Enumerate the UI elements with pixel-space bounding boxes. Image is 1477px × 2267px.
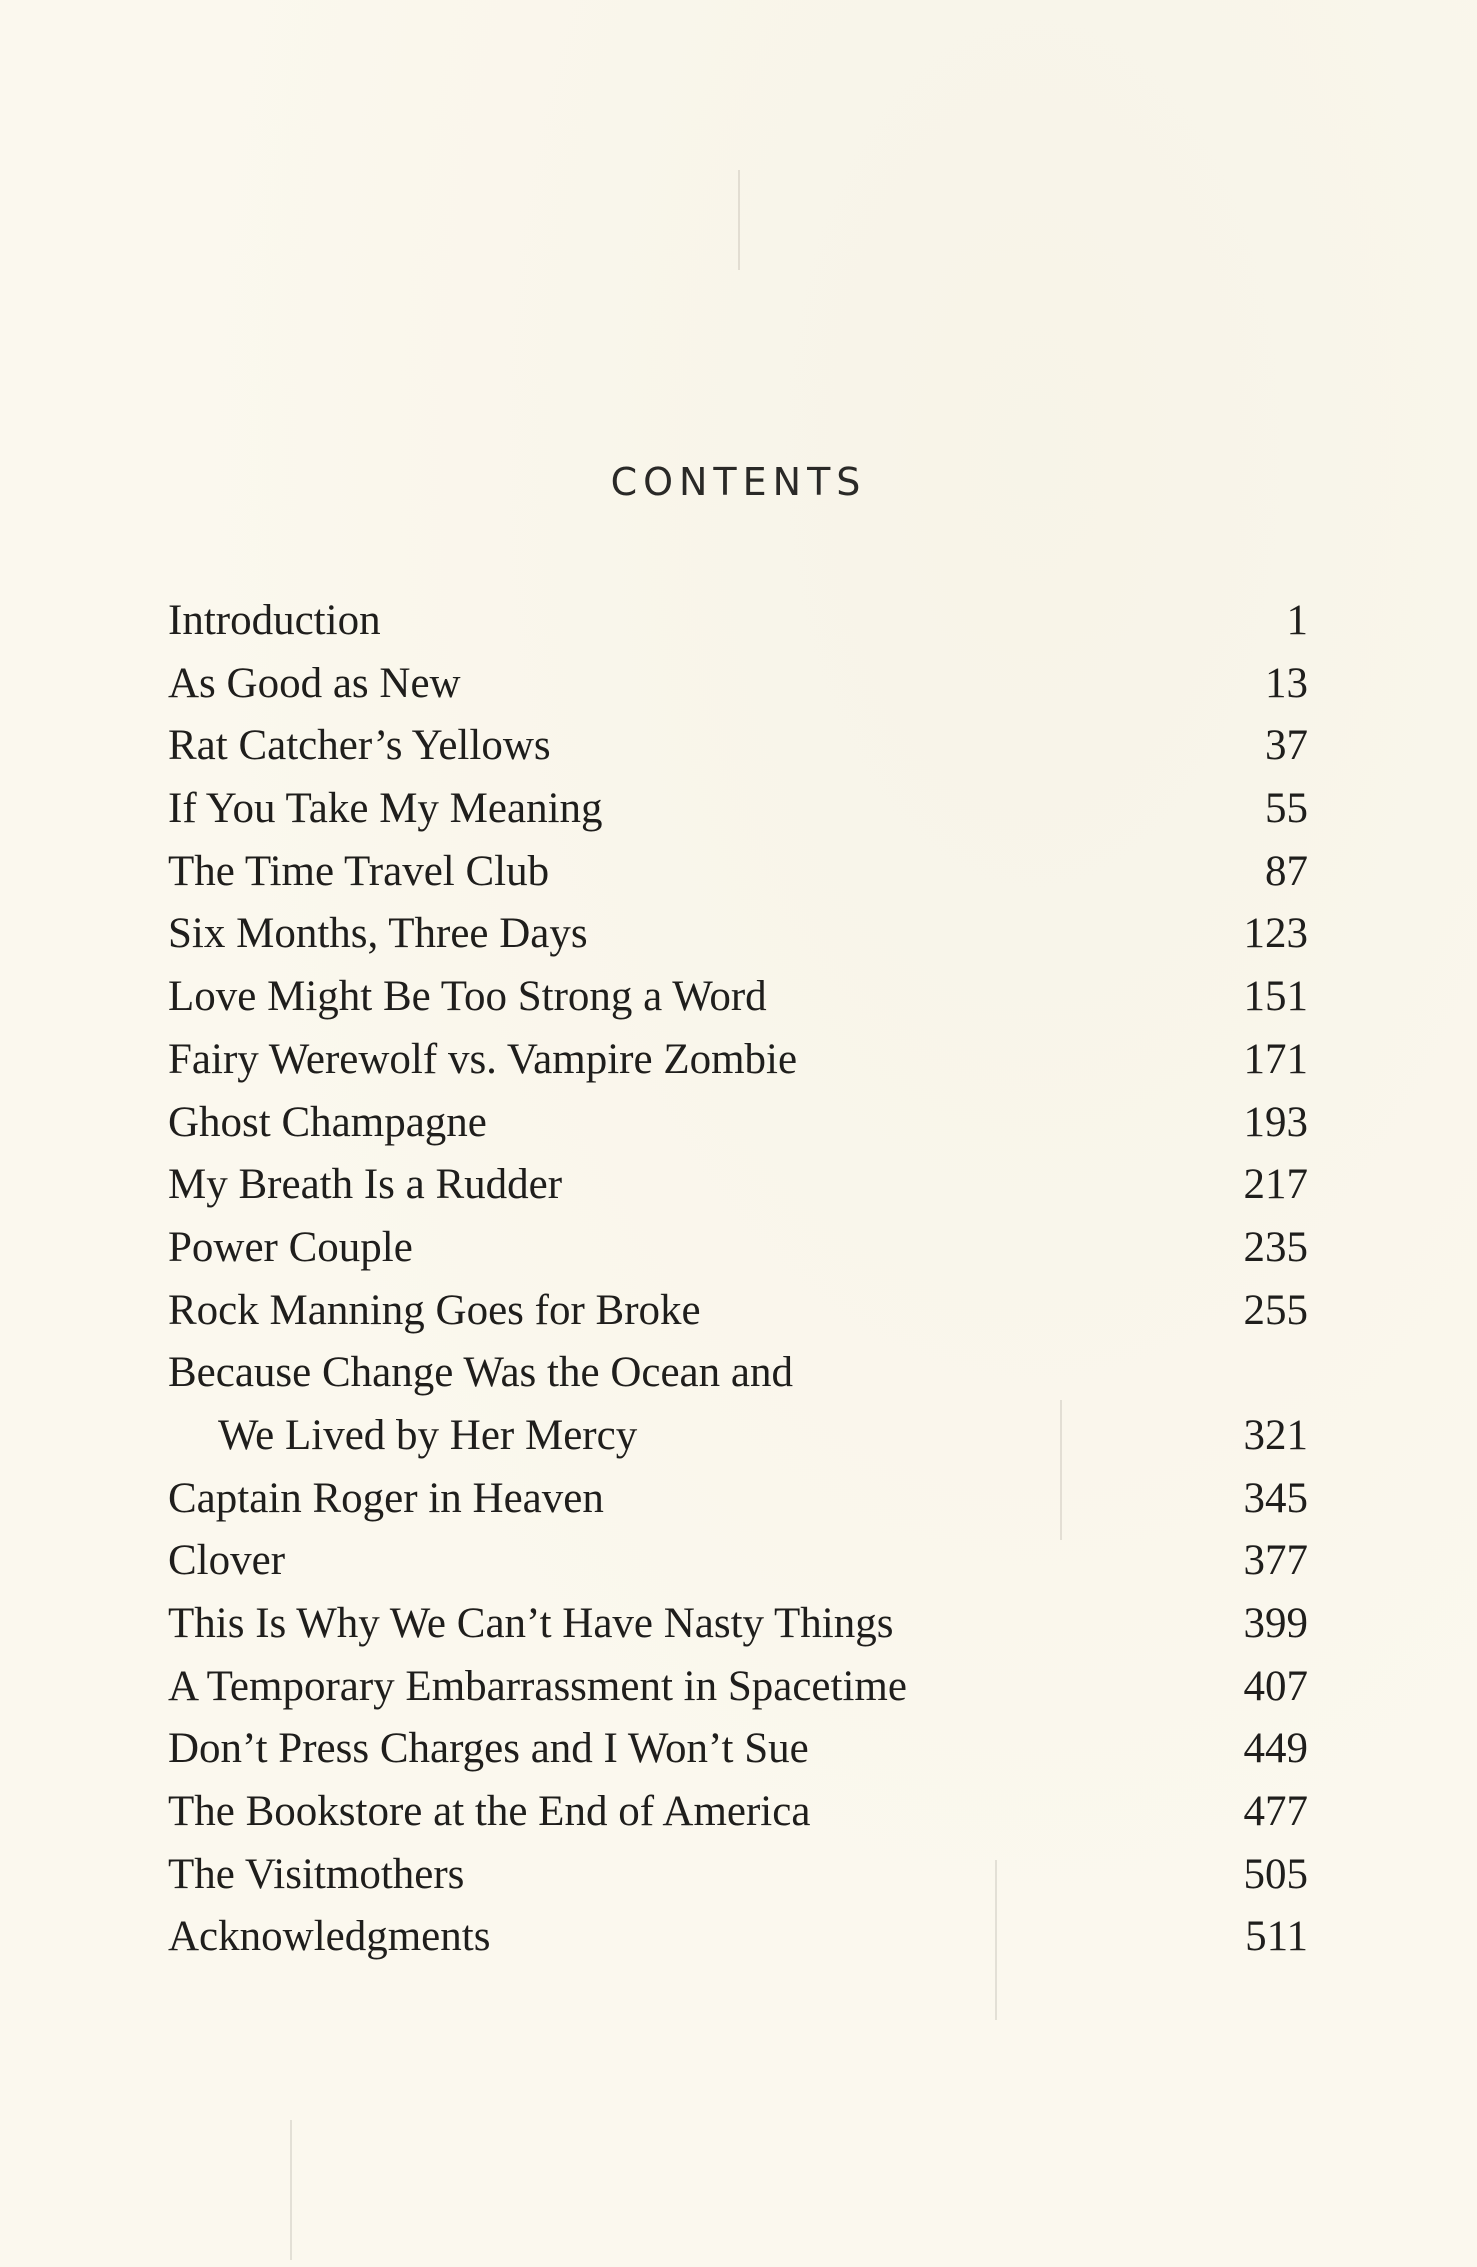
toc-entry bbox=[168, 1718, 1308, 1781]
toc-entry-title: Introduction bbox=[168, 597, 381, 644]
toc-entry-title: Because Change Was the Ocean and bbox=[168, 1349, 793, 1397]
toc-entry-title: A Temporary Embarrassment in Spacetime bbox=[168, 1662, 907, 1710]
toc-entry-title: Power Couple bbox=[168, 1223, 413, 1271]
toc-entry bbox=[168, 1906, 1308, 1969]
toc-entry-title: As Good as New bbox=[168, 659, 461, 707]
toc-entry bbox=[168, 778, 1308, 841]
toc-entry-title: My Breath Is a Rudder bbox=[168, 1161, 563, 1209]
toc-entry bbox=[168, 715, 1308, 778]
toc-entry bbox=[168, 1468, 1308, 1531]
toc-entry-page: 477 bbox=[1243, 1788, 1308, 1836]
toc-entry-page: 399 bbox=[1243, 1600, 1308, 1647]
paper-scratch bbox=[738, 170, 740, 270]
toc-entry-page: 321 bbox=[1243, 1411, 1308, 1459]
toc-entry-title: The Bookstore at the End of America bbox=[168, 1788, 811, 1836]
toc-entry-title: The Time Travel Club bbox=[168, 847, 550, 895]
toc-entry-page: 171 bbox=[1243, 1035, 1308, 1083]
paper-scratch bbox=[290, 2120, 292, 2260]
toc-entry-title: Ghost Champagne bbox=[168, 1098, 487, 1146]
toc-entry-page: 505 bbox=[1243, 1850, 1308, 1898]
toc-entry-page: 449 bbox=[1243, 1725, 1308, 1773]
toc-entry bbox=[168, 966, 1308, 1029]
toc-entry-title: Love Might Be Too Strong a Word bbox=[168, 973, 767, 1021]
toc-entry-page: 123 bbox=[1243, 910, 1308, 958]
toc-entry bbox=[168, 841, 1308, 904]
toc-entry-title: Clover bbox=[168, 1537, 286, 1585]
toc-entry-title: Rock Manning Goes for Broke bbox=[168, 1286, 701, 1334]
toc-entry bbox=[168, 1092, 1308, 1155]
toc-entry-title: If You Take My Meaning bbox=[168, 785, 603, 833]
toc-entry-page: 217 bbox=[1243, 1161, 1308, 1209]
toc-entry-page: 511 bbox=[1245, 1913, 1308, 1961]
toc-entry bbox=[168, 1656, 1308, 1719]
toc-entry-title: Six Months, Three Days bbox=[168, 910, 588, 958]
toc-entry-page: 407 bbox=[1243, 1662, 1308, 1710]
toc-entry-title: Captain Roger in Heaven bbox=[168, 1474, 604, 1522]
toc-entry-page: 377 bbox=[1243, 1537, 1308, 1585]
toc-entry bbox=[168, 903, 1308, 966]
toc-entry-page: 55 bbox=[1265, 785, 1308, 833]
toc-entry bbox=[168, 1217, 1308, 1280]
toc-entry-page: 235 bbox=[1243, 1223, 1308, 1271]
toc-entry bbox=[168, 1342, 1308, 1405]
toc-entry-page: 193 bbox=[1243, 1098, 1308, 1146]
contents-heading: CONTENTS bbox=[610, 460, 867, 504]
toc-entry-title: Fairy Werewolf vs. Vampire Zombie bbox=[168, 1035, 798, 1083]
toc-entry bbox=[168, 653, 1308, 716]
toc-entry-page: 151 bbox=[1243, 973, 1308, 1021]
toc-entry-page: 345 bbox=[1243, 1474, 1308, 1522]
toc-entry bbox=[168, 1844, 1308, 1907]
toc-entry bbox=[168, 1781, 1308, 1844]
toc-entry-page: 13 bbox=[1265, 659, 1308, 707]
toc-entry-title: Acknowledgments bbox=[168, 1913, 491, 1961]
toc-entry-continuation bbox=[168, 1405, 1308, 1468]
toc-entry-title: The Visitmothers bbox=[168, 1850, 465, 1898]
toc-entry-title: Don’t Press Charges and I Won’t Sue bbox=[168, 1725, 809, 1773]
toc-entry-title: Rat Catcher’s Yellows bbox=[168, 722, 551, 770]
toc-entry-page: 87 bbox=[1265, 847, 1308, 895]
toc-entry-title: We Lived by Her Mercy bbox=[218, 1411, 638, 1459]
toc-entry bbox=[168, 1154, 1308, 1217]
toc-entry bbox=[168, 1530, 1308, 1593]
toc-entry bbox=[168, 1280, 1308, 1343]
toc-entry-page: 37 bbox=[1265, 722, 1308, 770]
toc-entry bbox=[168, 1593, 1308, 1656]
toc-entry bbox=[168, 1029, 1308, 1092]
toc-entry bbox=[168, 590, 1308, 653]
toc-entry-page: 1 bbox=[1286, 597, 1308, 644]
toc-entry-title: This Is Why We Can’t Have Nasty Things bbox=[168, 1600, 894, 1647]
table-of-contents bbox=[168, 590, 1308, 1969]
toc-entry-page: 255 bbox=[1243, 1286, 1308, 1334]
